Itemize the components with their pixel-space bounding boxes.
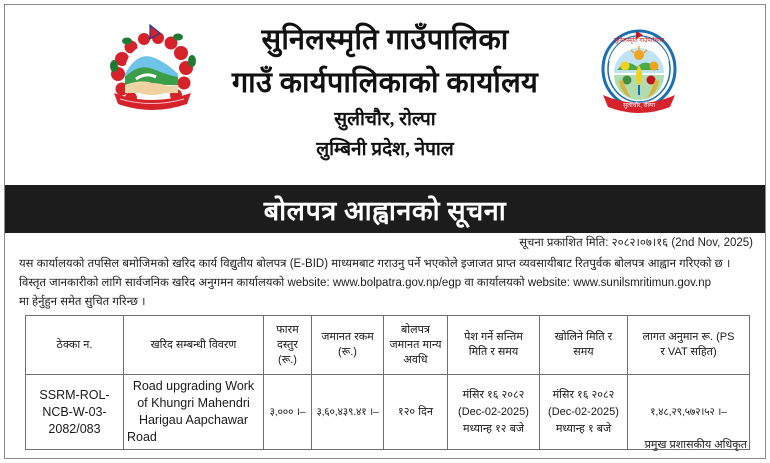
signature-designation: प्रमुख प्रशासकीय अधिकृत [644, 439, 747, 451]
cell-opening-datetime [540, 375, 628, 450]
submission-date-ad: (Dec-02-2025) [458, 405, 529, 418]
opening-date-ad: (Dec-02-2025) [548, 405, 619, 418]
municipality-logo-icon [593, 25, 685, 117]
notice-title: बोलपत्र आह्वानको सूचना [263, 195, 507, 226]
submission-date-bs: मंसिर १६ २०८२ [462, 388, 525, 401]
notice-body-line2: विस्तृत जानकारीको लागि सार्वजनिक खरिद अनुगमन कार्यालयको website: www.bolpatra.gov.np/egp वा कार्यालयको website: www.sunilsmritimun.gov.np [19, 277, 712, 289]
publish-date [519, 235, 753, 250]
publish-date-bs: २०८२।०७।१६ [611, 237, 669, 249]
office-name-line1: सुनिलस्मृति गाउँपालिका [261, 24, 509, 56]
notice-body-line1: यस कार्यालयको तपसिल बमोजिमको खरिद कार्य विद्युतीय बोलपत्र (E-BID) माध्यमबाट गराउनु पर्ने भएकोले इजाजत प्राप्त व्यवसायीबाट रितपुर्वक बोलपत्र आह्वान गरिएको छ । [19, 258, 731, 270]
opening-date-bs: मंसिर १६ २०८२ [552, 388, 615, 401]
svg-text:सुनिलस्मृति गाउँपालिका: सुनिलस्मृति गाउँपालिका [613, 38, 665, 44]
notice-banner [5, 185, 765, 233]
notice-body [19, 255, 755, 312]
letterhead [5, 5, 765, 173]
header-cost-estimate: लागत अनुमान रू. (PS र VAT सहित) [628, 316, 750, 375]
office-titles [155, 19, 615, 165]
header-submission-deadline: पेश गर्ने सन्तिम मिति र समय [448, 316, 540, 375]
table-header-row [26, 316, 750, 375]
header-description: खरिद सम्बन्धी विवरण [124, 316, 264, 375]
cell-submission-deadline [448, 375, 540, 450]
tender-table-container [25, 315, 749, 450]
cell-contract-no: SSRM-ROL-NCB-W-03-2082/083 [26, 375, 124, 450]
publish-date-label: सूचना प्रकाशित मिति: [519, 237, 609, 249]
cell-cost-estimate: १,४८,२९,५७२।५२ ।– [628, 375, 750, 450]
cell-description: Road upgrading Work of Khungri Mahendri Harigau Aapchawar Road [124, 375, 264, 450]
cell-form-fee: ३,००० ।– [264, 375, 312, 450]
header-bid-security: जमानत रकम (रू.) [312, 316, 384, 375]
cell-validity: १२० दिन [384, 375, 448, 450]
submission-time: मध्यान्ह १२ बजे [462, 422, 525, 435]
office-name-line2: गाउँ कार्यपालिकाको कार्यालय [231, 67, 539, 99]
header-form-fee: फारम दस्तुर (रू.) [264, 316, 312, 375]
cell-bid-security: ३,६०,४३९.४१ ।– [312, 375, 384, 450]
table-row [26, 375, 750, 450]
office-province-line: लुम्बिनी प्रदेश, नेपाल [316, 139, 454, 160]
office-address-line: सुलीचौर, रोल्पा [334, 109, 436, 130]
publish-date-ad: (2nd Nov, 2025) [671, 237, 753, 249]
svg-text:सुलीचौर, रोल्पा: सुलीचौर, रोल्पा [622, 103, 656, 109]
tender-table [25, 315, 750, 450]
opening-time: मध्यान्ह १ बजे [555, 422, 612, 435]
notice-body-line3: मा हेर्नुहुन समेत सुचित गरिन्छ । [19, 296, 146, 308]
header-validity: बोलपत्र जमानत मान्य अवधि [384, 316, 448, 375]
page-border [4, 4, 766, 459]
header-contract-no: ठेक्का न. [26, 316, 124, 375]
header-opening-datetime: खोलिने मिति र समय [540, 316, 628, 375]
